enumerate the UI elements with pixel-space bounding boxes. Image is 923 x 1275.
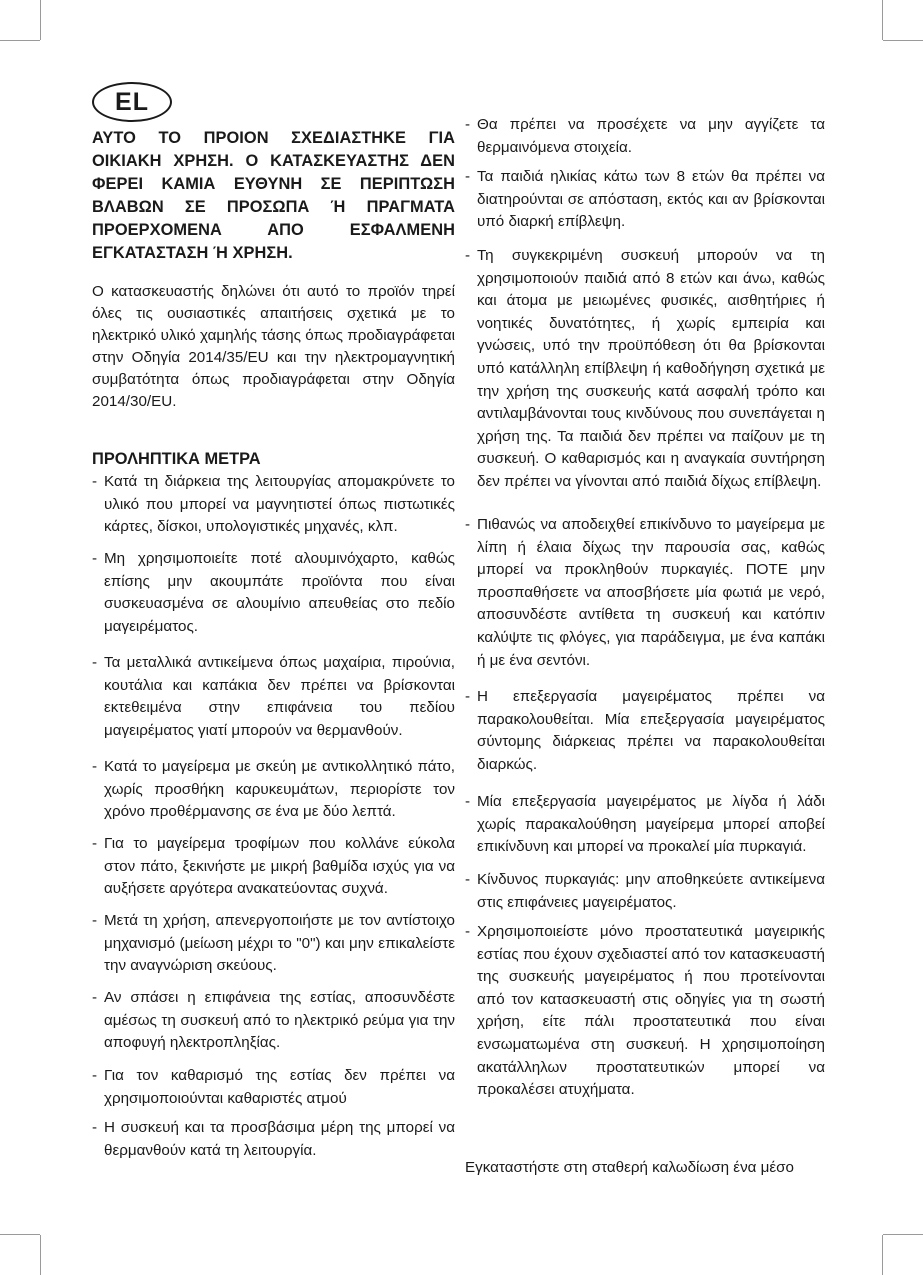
bullet-dash: - bbox=[92, 1119, 98, 1136]
list-item-text: Χρησιμοποιείστε μόνο προστατευτικά μαγειρικής εστίας που έχουν σχεδιαστεί από τον κατασκευαστή της συσκευής μαγειρέματος ή που προτείνονται από τον κατασκευαστή στις οδηγίες για τη σωστή χρήση, είτε πάλι προστατευτικά που είναι ενσωματωμένα στη συσκευή. Η χρησιμοποίηση ακατάλληλων προστατευτικών μπορεί να προκαλέσει ατυχήματα. bbox=[477, 923, 825, 1099]
bullet-dash: - bbox=[465, 247, 471, 264]
list-item bbox=[465, 921, 825, 1102]
crop-mark bbox=[0, 40, 40, 41]
list-item-text: Η συσκευή και τα προσβάσιμα μέρη της μπορεί να θερμανθούν κατά τη λειτουργία. bbox=[104, 1119, 455, 1159]
bullet-dash: - bbox=[465, 793, 471, 810]
list-item bbox=[92, 910, 455, 978]
crop-mark bbox=[883, 40, 923, 41]
list-item-text: Μία επεξεργασία μαγειρέματος με λίγδα ή λάδι χωρίς παρακαλούθηση μαγείρεμα μπορεί αποβεί επικίνδυνη και μπορεί να προκαλεί μία πυρκαγιά. bbox=[477, 793, 825, 856]
list-item-text: Η επεξεργασία μαγειρέματος πρέπει να παρακολουθείται. Μία επεξεργασία μαγειρέματος σύντομης διάρκειας πρέπει να παρακολουθείται διαρκώς. bbox=[477, 688, 825, 773]
list-item-text: Τη συγκεκριμένη συσκευή μπορούν να τη χρησιμοποιούν παιδιά από 8 ετών και άνω, καθώς και άτομα με μειωμένες φυσικές, αισθητήριες ή νοητικές δυνατότητες, ή χωρίς εμπειρία και γνώσεις, υπό την προϋπόθεση ότι θα βρίσκονται υπό κατάλληλη επίβλεψη ή καθοδήγηση σχετικά με την χρήση της συσκευής κατά ασφαλή τρόπο και αντιλαμβάνονται τους κινδύνους που συνεπάγεται η χρήση της. Τα παιδιά δεν πρέπει να παίζουν με τη συσκευή. Ο καθαρισμός και η αναγκαία συντήρηση δεν πρέπει να γίνονται από παιδιά δίχως επίβλεψη. bbox=[477, 247, 825, 490]
list-item bbox=[465, 791, 825, 859]
bullet-dash: - bbox=[465, 871, 471, 888]
list-item-text: Τα μεταλλικά αντικείμενα όπως μαχαίρια, πιρούνια, κουτάλια και καπάκια δεν πρέπει να βρίσκονται εκτεθειμένα στην επιφάνεια του πεδίου μαγειρέματος γιατί μπορούν να θερμανθούν. bbox=[104, 654, 455, 739]
bullet-dash: - bbox=[92, 912, 98, 929]
list-item-text: Θα πρέπει να προσέχετε να μην αγγίζετε τα θερμαινόμενα στοιχεία. bbox=[477, 116, 825, 156]
list-item bbox=[465, 245, 825, 494]
crop-mark bbox=[882, 0, 883, 40]
list-item bbox=[465, 114, 825, 159]
bullet-dash: - bbox=[465, 116, 471, 133]
language-badge: EL bbox=[92, 82, 172, 122]
list-item bbox=[465, 166, 825, 234]
list-item bbox=[92, 987, 455, 1055]
list-item-text: Μετά τη χρήση, απενεργοποιήστε με τον αντίστοιχο μηχανισμό (μείωση μέχρι το "0") και μην επικαλείστε την αναγνώριση σκεύους. bbox=[104, 912, 455, 975]
list-item-text: Πιθανώς να αποδειχθεί επικίνδυνο το μαγείρεμα με λίπη ή έλαια δίχως την παρουσία σας, καθώς μπορεί να προκληθούν πυρκαγιές. ΠΟΤΕ μην προσπαθήσετε να αποσβήσετε μία φωτιά με νερό, αποσυνδέστε αντίθετα τη συσκευή και κατόπιν καλύψτε τις φλόγες, για παράδειγμα, με ένα καπάκι ή με ένα σεντόνι. bbox=[477, 516, 825, 669]
bullet-dash: - bbox=[92, 758, 98, 775]
bullet-dash: - bbox=[465, 688, 471, 705]
bullet-dash: - bbox=[92, 989, 98, 1006]
list-item-text: Τα παιδιά ηλικίας κάτω των 8 ετών θα πρέπει να διατηρούνται σε απόσταση, εκτός και αν βρίσκονται υπό διαρκή επίβλεψη. bbox=[477, 168, 825, 231]
bullet-dash: - bbox=[465, 516, 471, 533]
list-item bbox=[465, 686, 825, 776]
bullet-dash: - bbox=[465, 923, 471, 940]
list-item bbox=[92, 1065, 455, 1110]
bullet-dash: - bbox=[465, 168, 471, 185]
section-title: ΠΡΟΛΗΠΤΙΚΑ ΜΕΤΡΑ bbox=[92, 450, 261, 468]
list-item-text: Για τον καθαρισμό της εστίας δεν πρέπει να χρησιμοποιούνται καθαριστές ατμού bbox=[104, 1067, 455, 1107]
list-item bbox=[92, 833, 455, 901]
crop-mark bbox=[40, 1235, 41, 1275]
list-item bbox=[92, 471, 455, 539]
bullet-dash: - bbox=[92, 550, 98, 567]
list-item bbox=[92, 756, 455, 824]
bullet-dash: - bbox=[92, 473, 98, 490]
crop-mark bbox=[40, 0, 41, 40]
list-item-text: Κίνδυνος πυρκαγιάς: μην αποθηκεύετε αντικείμενα στις επιφάνειες μαγειρέματος. bbox=[477, 871, 825, 911]
list-item bbox=[92, 548, 455, 638]
list-item bbox=[92, 652, 455, 742]
bullet-dash: - bbox=[92, 835, 98, 852]
closing-text: Εγκαταστήστε στη σταθερή καλωδίωση ένα μέσο bbox=[465, 1159, 794, 1176]
list-item bbox=[92, 1117, 455, 1162]
list-item bbox=[465, 514, 825, 672]
crop-mark bbox=[0, 1234, 40, 1235]
crop-mark bbox=[883, 1234, 923, 1235]
crop-mark bbox=[882, 1235, 883, 1275]
list-item-text: Κατά το μαγείρεμα με σκεύη με αντικολλητικό πάτο, χωρίς προσθήκη καρυκευμάτων, περιορίστε τον χρόνο προθέρμανσης σε ένα με δύο λεπτά. bbox=[104, 758, 455, 821]
list-item-text: Αν σπάσει η επιφάνεια της εστίας, αποσυνδέστε αμέσως τη συσκευή από το ηλεκτρικό ρεύμα για την αποφυγή ηλεκτροπληξίας. bbox=[104, 989, 455, 1052]
list-item-text: Μη χρησιμοποιείτε ποτέ αλουμινόχαρτο, καθώς επίσης μην ακουμπάτε προϊόντα που είναι συσκευασμένα σε αλουμίνιο απευθείας στο πεδίο μαγειρέματος. bbox=[104, 550, 455, 635]
bullet-dash: - bbox=[92, 654, 98, 671]
warning-heading: ΑΥΤΟ ΤΟ ΠΡΟΙΟΝ ΣΧΕΔΙΑΣΤΗΚΕ ΓΙΑ ΟΙΚΙΑΚΗ ΧΡΗΣΗ. Ο ΚΑΤΑΣΚΕΥΑΣΤΗΣ ΔΕΝ ΦΕΡΕΙ ΚΑΜΙΑ ΕΥΘΥΝΗ ΣΕ ΠΕΡΙΠΤΩΣΗ ΒΛΑΒΩΝ ΣΕ ΠΡΟΣΩΠΑ Ή ΠΡΑΓΜΑΤΑ ΠΡΟΕΡΧΟΜΕΝΑ ΑΠΟ ΕΣΦΑΛΜΕΝΗ ΕΓΚΑΤΑΣΤΑΣΗ Ή ΧΡΗΣΗ. bbox=[92, 129, 455, 262]
bullet-dash: - bbox=[92, 1067, 98, 1084]
list-item-text: Κατά τη διάρκεια της λειτουργίας απομακρύνετε το υλικό που μπορεί να μαγνητιστεί όπως πιστωτικές κάρτες, δίσκοι, υπολογιστικές μηχανές, κλπ. bbox=[104, 473, 455, 536]
list-item-text: Για το μαγείρεμα τροφίμων που κολλάνε εύκολα στον πάτο, ξεκινήστε με μικρή βαθμίδα ισχύς για να αυξήσετε αργότερα ανακατεύοντας συχνά. bbox=[104, 835, 455, 898]
list-item bbox=[465, 869, 825, 914]
conformity-declaration: Ο κατασκευαστής δηλώνει ότι αυτό το προϊόν τηρεί όλες τις ουσιαστικές απαιτήσεις σχετικά με το ηλεκτρικό υλικό χαμηλής τάσης όπως προδιαγράφεται στην Οδηγία 2014/35/EU και την ηλεκτρομαγνητική συμβατότητα όπως προδιαγράφεται στην Οδηγία 2014/30/EU. bbox=[92, 283, 455, 410]
